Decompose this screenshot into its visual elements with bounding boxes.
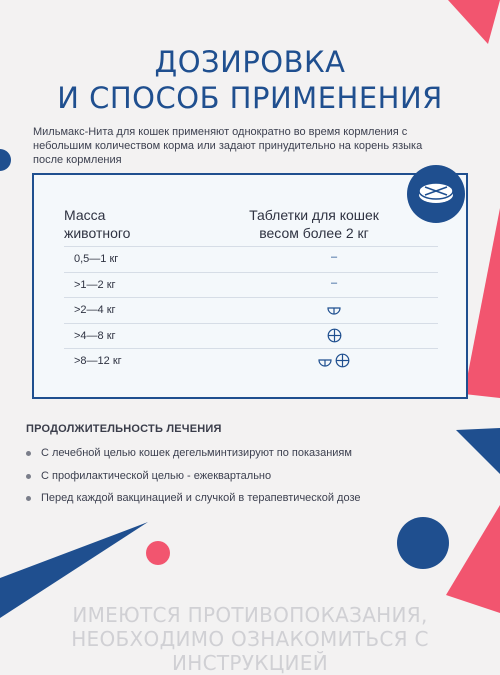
table-row xyxy=(64,323,438,349)
row-dose xyxy=(304,328,364,346)
whole-tablet-icon xyxy=(335,354,350,366)
page-title-line1: ДОЗИРОВКА xyxy=(154,45,346,79)
bullet-dot-icon xyxy=(26,496,31,501)
blue-triangle-right xyxy=(456,428,500,478)
duration-item xyxy=(26,447,352,459)
row-mass: >2—4 кг xyxy=(74,304,116,316)
dosage-table xyxy=(32,173,468,399)
duration-item xyxy=(26,492,361,504)
column-header-mass xyxy=(64,206,130,242)
column-header-mass-line2: животного xyxy=(64,225,131,241)
page-title xyxy=(0,44,500,116)
row-dose xyxy=(304,353,364,371)
table-row xyxy=(64,246,438,272)
page-title-line2: И СПОСОБ ПРИМЕНЕНИЯ xyxy=(57,81,443,115)
bullet-dot-icon xyxy=(26,474,31,479)
table-row xyxy=(64,348,438,374)
tablet-icon xyxy=(406,164,466,224)
duration-item-text: С профилактической целью - ежеквартально xyxy=(41,470,272,482)
contraindications-notice xyxy=(0,603,500,675)
table-row xyxy=(64,297,438,323)
duration-item-text: Перед каждой вакцинацией и случкой в терапевтической дозе xyxy=(41,492,361,504)
blue-dot-left xyxy=(0,148,14,172)
column-header-mass-line1: Масса xyxy=(64,207,106,223)
table-row xyxy=(64,272,438,298)
row-dose: – xyxy=(330,276,338,289)
contraindications-line1: ИМЕЮТСЯ ПРОТИВОПОКАЗАНИЯ, xyxy=(72,603,428,627)
row-dose xyxy=(304,302,364,320)
duration-item-text: С лечебной целью кошек дегельминтизируют по показаниям xyxy=(41,447,352,459)
duration-item xyxy=(26,470,271,482)
bullet-dot-icon xyxy=(26,451,31,456)
pink-triangle-top-right xyxy=(440,0,500,45)
column-header-dose-line1: Таблетки для кошек xyxy=(249,207,379,223)
half-tablet-icon xyxy=(327,303,341,315)
row-mass: 0,5—1 кг xyxy=(74,253,119,265)
half-tablet-icon xyxy=(318,354,332,366)
row-mass: >1—2 кг xyxy=(74,278,116,291)
intro-text: Мильмакс-Нита для кошек применяют однократно во время кормления с небольшим количеством корма или задают принудительно на корень языка после кормления xyxy=(33,126,423,166)
whole-tablet-icon xyxy=(327,329,342,341)
duration-title: ПРОДОЛЖИТЕЛЬНОСТЬ ЛЕЧЕНИЯ xyxy=(26,423,222,435)
contraindications-line2: НЕОБХОДИМО ОЗНАКОМИТЬСЯ С ИНСТРУКЦИЕЙ xyxy=(71,627,429,675)
row-mass: >4—8 кг xyxy=(74,329,116,342)
column-header-dose-line2: весом более 2 кг xyxy=(259,225,369,241)
row-mass: >8—12 кг xyxy=(74,355,122,367)
pink-triangle-bottom-right xyxy=(418,505,500,615)
column-header-dose xyxy=(234,206,394,242)
row-dose: – xyxy=(330,251,338,263)
